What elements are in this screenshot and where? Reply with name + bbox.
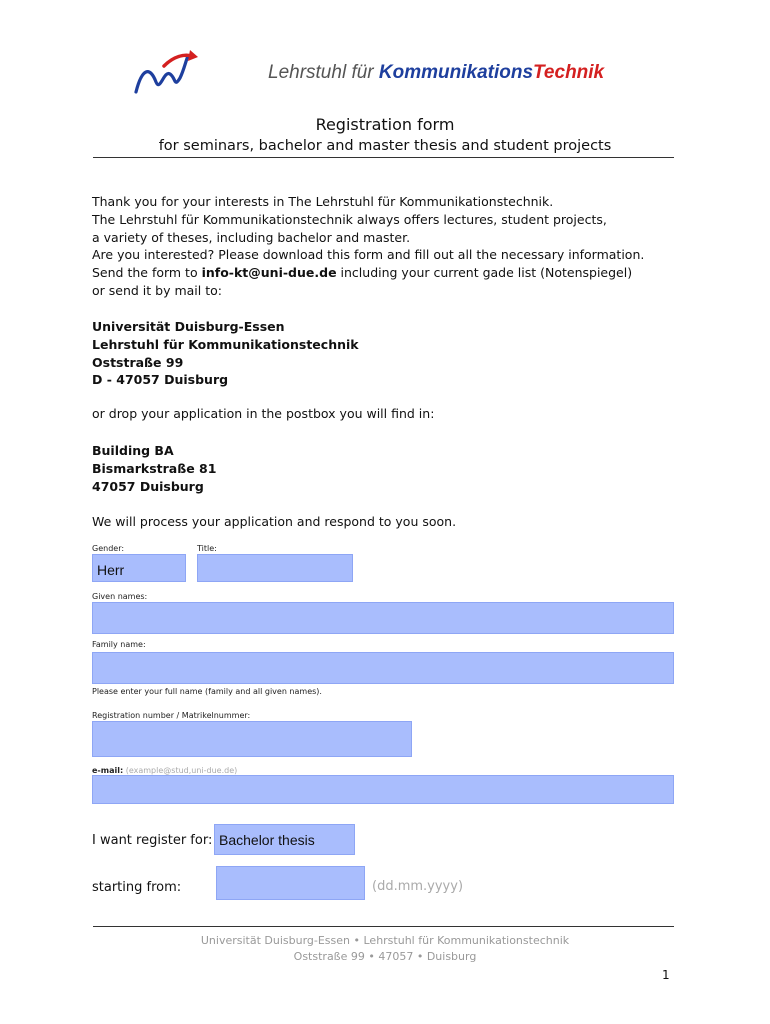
intro-text: [92, 193, 692, 300]
intro-line: Are you interested? Please download this form and fill out all the necessary information.: [92, 247, 645, 263]
given-names-label: Given names:: [92, 592, 148, 601]
email-field[interactable]: [92, 775, 674, 804]
gender-field[interactable]: Herr: [92, 554, 186, 582]
institute-logo-icon: [130, 48, 200, 104]
given-names-field[interactable]: [92, 602, 674, 634]
starting-date-field[interactable]: [216, 866, 365, 900]
full-name-note: Please enter your full name (family and all given names).: [92, 687, 322, 696]
postbox-address: Building BA Bismarkstraße 81 47057 Duisburg: [92, 443, 217, 494]
intro-line: or send it by mail to:: [92, 282, 222, 298]
gender-label: Gender:: [92, 544, 125, 553]
mail-address: Universität Duisburg-Essen Lehrstuhl für Kommunikationstechnik Oststraße 99 D - 47057 Duisburg: [92, 319, 359, 388]
form-subtitle: for seminars, bachelor and master thesis and student projects: [158, 138, 612, 154]
title-label: Title:: [197, 544, 217, 553]
footer-line-1: Universität Duisburg-Essen • Lehrstuhl für Kommunikationstechnik: [200, 934, 570, 947]
contact-email-link[interactable]: info-kt@uni-due.de: [201, 265, 337, 281]
email-hint: (example@stud,uni-due.de): [125, 766, 238, 775]
family-name-field[interactable]: [92, 652, 674, 684]
page-number: 1: [662, 968, 670, 982]
title-field[interactable]: [197, 554, 353, 582]
intro-line: The Lehrstuhl für Kommunikationstechnik always offers lectures, student projects,: [92, 211, 607, 227]
intro-line: a variety of theses, including bachelor and master.: [92, 229, 411, 245]
registration-number-field[interactable]: [92, 721, 412, 757]
footer-line-2: Oststraße 99 • 47057 • Duisburg: [293, 950, 477, 963]
postbox-text: or drop your application in the postbox you will find in:: [92, 406, 435, 421]
starting-from-label: starting from:: [92, 880, 182, 895]
register-for-label: I want register for:: [92, 833, 213, 848]
letterhead: [130, 48, 630, 108]
institution-name: Lehrstuhl für KommunikationsTechnik: [268, 62, 605, 83]
process-text: We will process your application and respond to you soon.: [92, 514, 457, 529]
divider-top: [93, 157, 674, 158]
intro-line: Thank you for your interests in The Lehrstuhl für Kommunikationstechnik.: [92, 194, 554, 209]
divider-bottom: [93, 926, 674, 927]
form-title: Registration form: [315, 115, 455, 134]
family-name-label: Family name:: [92, 640, 146, 649]
intro-line: Send the form to info-kt@uni-due.de including your current gade list (Notenspiegel): [92, 265, 633, 281]
email-label: e-mail: (example@stud,uni-due.de): [92, 766, 238, 775]
registration-number-label: Registration number / Matrikelnummer:: [92, 711, 251, 720]
date-format-hint: (dd.mm.yyyy): [372, 879, 464, 894]
register-for-select[interactable]: Bachelor thesis: [214, 824, 355, 855]
